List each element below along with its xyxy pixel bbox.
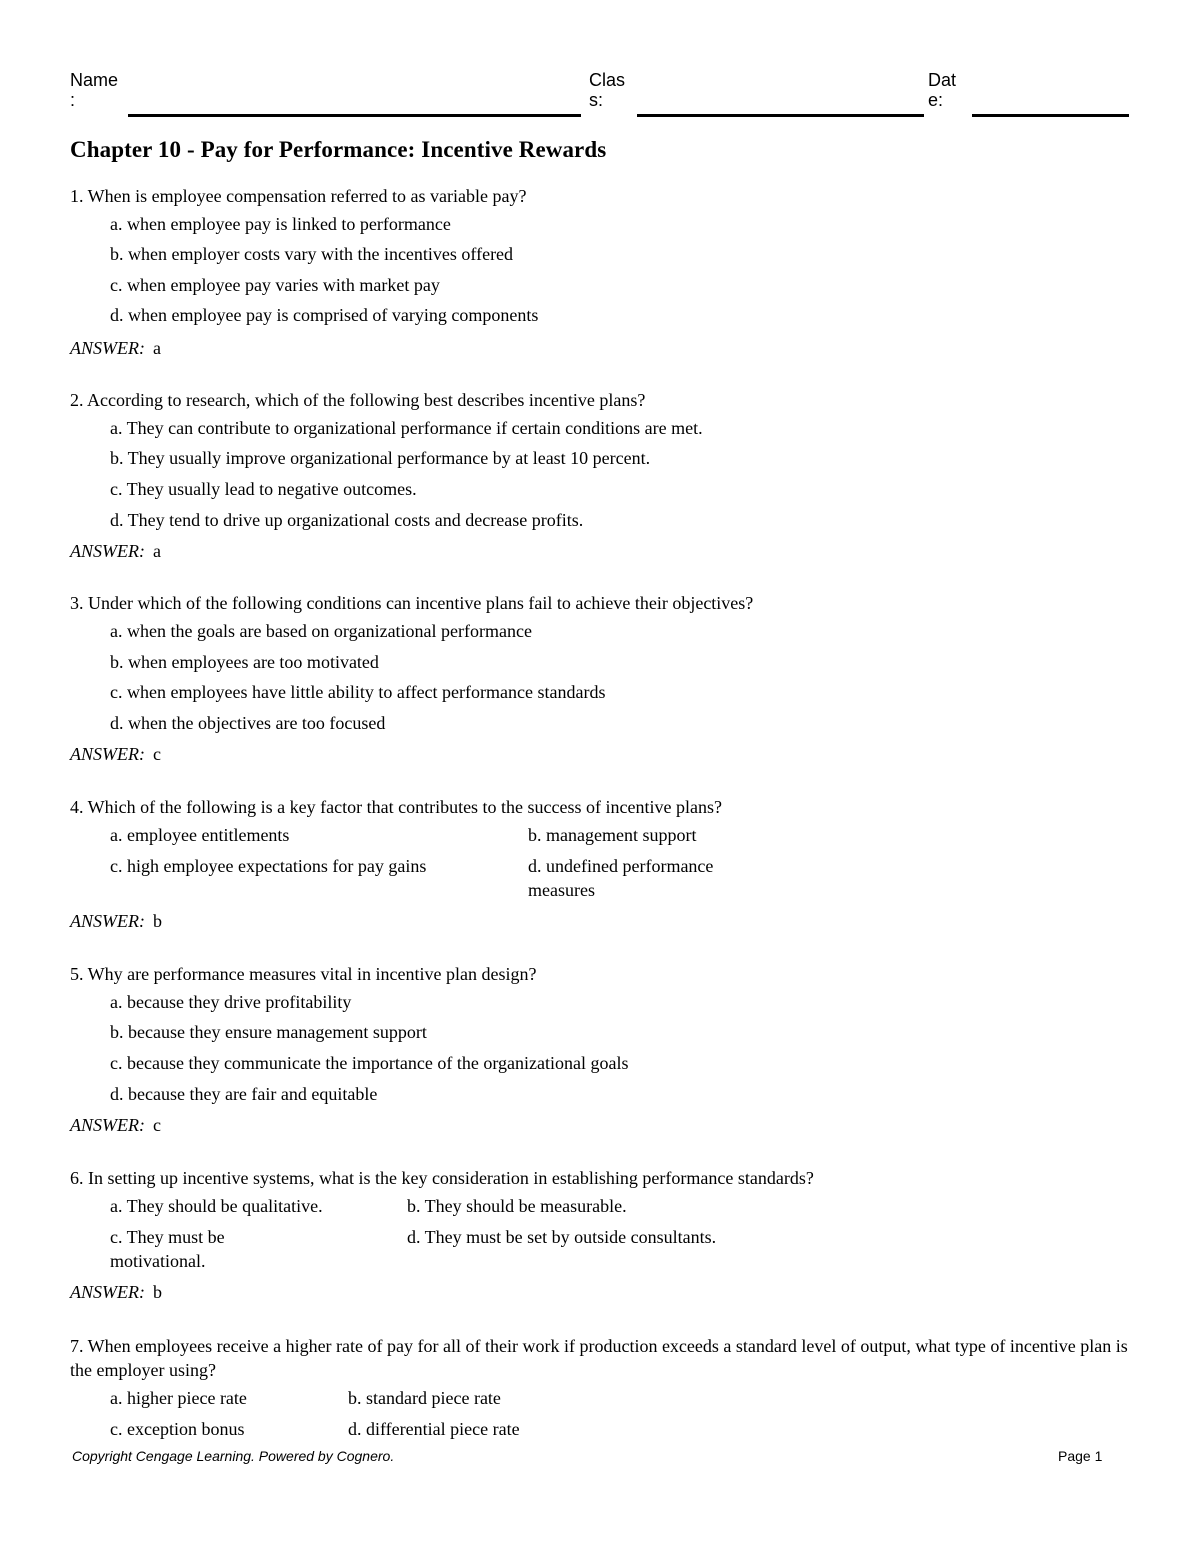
q4-answer: ANSWER: b: [70, 911, 162, 931]
question-5: 5. Why are performance measures vital in incentive plan design?: [70, 964, 537, 984]
question-1: 1. When is employee compensation referred to as variable pay?: [70, 186, 527, 206]
q4-option-a: a. employee entitlements: [110, 825, 290, 845]
page-number: Page 1: [1058, 1448, 1103, 1464]
question-3: 3. Under which of the following conditions can incentive plans fail to achieve their objectives?: [70, 593, 754, 613]
q4-option-d: d. undefined performance measures: [528, 856, 714, 900]
q4-option-b: b. management support: [528, 825, 697, 845]
q7-option-b: b. standard piece rate: [348, 1388, 501, 1408]
class-field-label: Clas s:: [589, 70, 626, 110]
page-title: Chapter 10 - Pay for Performance: Incentive Rewards: [70, 137, 607, 162]
q1-option-b: b. when employer costs vary with the incentives offered: [110, 244, 514, 264]
q2-answer: ANSWER: a: [70, 541, 161, 561]
q5-option-c: c. because they communicate the importance of the organizational goals: [110, 1053, 629, 1073]
q1-option-d: d. when employee pay is comprised of varying components: [110, 305, 539, 325]
q1-option-a: a. when employee pay is linked to performance: [110, 214, 451, 234]
q7-option-a: a. higher piece rate: [110, 1388, 247, 1408]
q5-option-d: d. because they are fair and equitable: [110, 1084, 378, 1104]
q3-option-b: b. when employees are too motivated: [110, 652, 379, 672]
question-6: 6. In setting up incentive systems, what is the key consideration in establishing performance standards?: [70, 1168, 814, 1188]
q3-answer: ANSWER: c: [70, 744, 161, 764]
q2-option-c: c. They usually lead to negative outcomes.: [110, 479, 417, 499]
q2-option-d: d. They tend to drive up organizational costs and decrease profits.: [110, 510, 584, 530]
q2-option-b: b. They usually improve organizational performance by at least 10 percent.: [110, 448, 651, 468]
date-field-line[interactable]: [972, 114, 1129, 117]
q5-option-b: b. because they ensure management support: [110, 1022, 427, 1042]
q1-answer: ANSWER: a: [70, 338, 161, 358]
q6-option-d: d. They must be set by outside consultants.: [407, 1227, 717, 1247]
date-field-label: Dat e:: [928, 70, 957, 110]
q7-option-c: c. exception bonus: [110, 1419, 245, 1439]
q3-option-d: d. when the objectives are too focused: [110, 713, 386, 733]
q3-option-c: c. when employees have little ability to affect performance standards: [110, 682, 606, 702]
question-2: 2. According to research, which of the following best describes incentive plans?: [70, 390, 646, 410]
q2-option-a: a. They can contribute to organizational performance if certain conditions are met.: [110, 418, 703, 438]
question-4: 4. Which of the following is a key factor that contributes to the success of incentive plans?: [70, 797, 722, 817]
question-7: 7. When employees receive a higher rate of pay for all of their work if production exceeds a standard level of output, what type of incentive plan is the employer using?: [70, 1336, 1128, 1380]
q1-option-c: c. when employee pay varies with market pay: [110, 275, 440, 295]
q6-answer: ANSWER: b: [70, 1282, 162, 1302]
q5-option-a: a. because they drive profitability: [110, 992, 352, 1012]
q3-option-a: a. when the goals are based on organizational performance: [110, 621, 532, 641]
footer-copyright: Copyright Cengage Learning. Powered by Cognero.: [72, 1448, 395, 1464]
q6-option-b: b. They should be measurable.: [407, 1196, 627, 1216]
name-field-line[interactable]: [128, 114, 581, 117]
class-field-line[interactable]: [637, 114, 924, 117]
q5-answer: ANSWER: c: [70, 1115, 161, 1135]
name-field-label: Name :: [70, 70, 119, 110]
q6-option-c: c. They must be motivational.: [110, 1227, 225, 1271]
q4-option-c: c. high employee expectations for pay gains: [110, 856, 427, 876]
q6-option-a: a. They should be qualitative.: [110, 1196, 323, 1216]
q7-option-d: d. differential piece rate: [348, 1419, 520, 1439]
